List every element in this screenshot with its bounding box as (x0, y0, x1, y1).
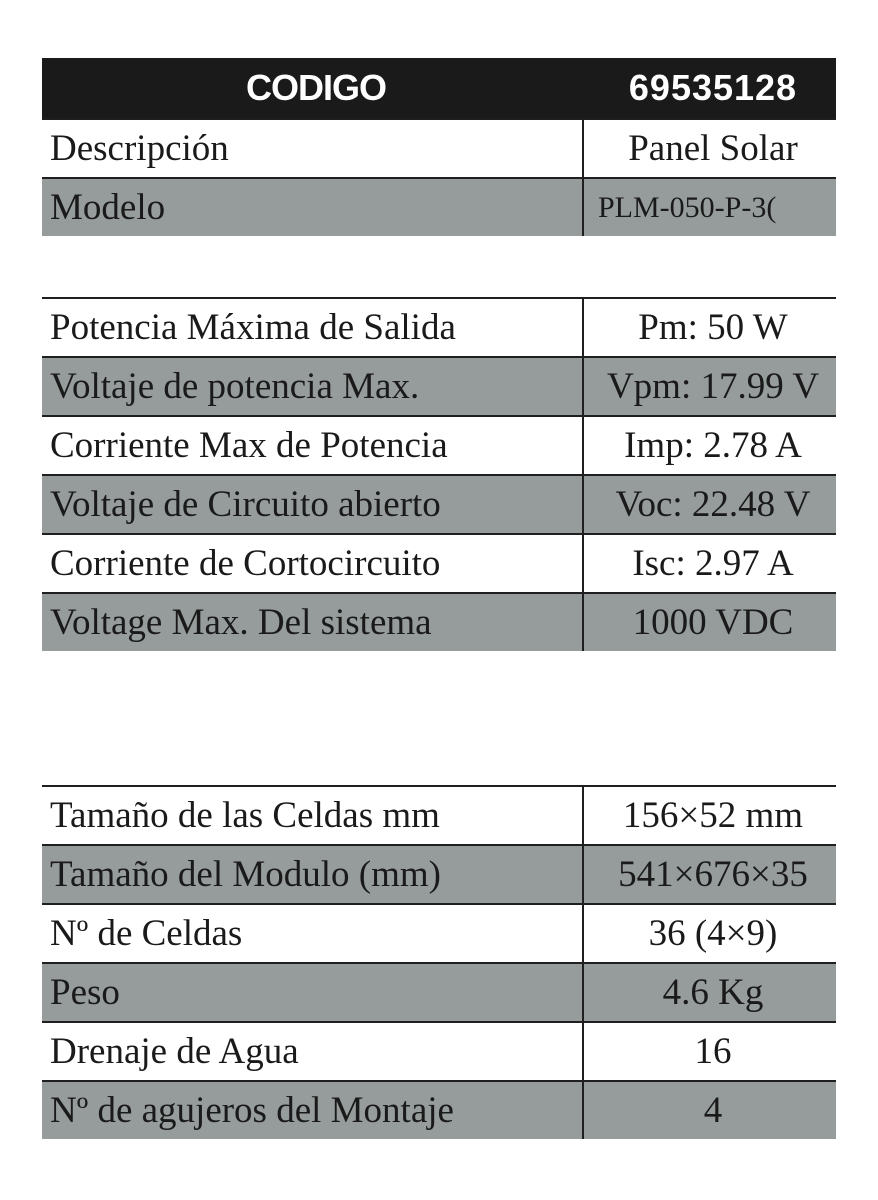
table-row-agujeros-montaje (42, 1081, 836, 1139)
table-row-voltaje-circuito-abierto (42, 475, 836, 534)
table-row-descripcion (42, 119, 836, 178)
table-row-voltaje-potencia-max (42, 357, 836, 416)
agujeros-montaje-label: Nº de agujeros del Montaje (42, 1081, 583, 1139)
corriente-cortocircuito-value: Isc: 2.97 A (583, 534, 836, 593)
tamano-modulo-label: Tamaño del Modulo (mm) (42, 845, 583, 904)
voltage-max-sistema-label: Voltage Max. Del sistema (42, 593, 583, 651)
corriente-max-potencia-label: Corriente Max de Potencia (42, 416, 583, 475)
codigo-header-row (42, 58, 836, 119)
voltage-max-sistema-value: 1000 VDC (583, 593, 836, 651)
table-row-corriente-max-potencia (42, 416, 836, 475)
tamano-celdas-value: 156×52 mm (583, 786, 836, 845)
drenaje-agua-label: Drenaje de Agua (42, 1022, 583, 1081)
table-row-tamano-celdas (42, 786, 836, 845)
peso-label: Peso (42, 963, 583, 1022)
agujeros-montaje-value: 4 (583, 1081, 836, 1139)
voltaje-circuito-abierto-label: Voltaje de Circuito abierto (42, 475, 583, 534)
numero-celdas-value: 36 (4×9) (583, 904, 836, 963)
potencia-maxima-label: Potencia Máxima de Salida (42, 298, 583, 357)
codigo-label: CODIGO (42, 58, 583, 119)
electrical-specs-table (42, 297, 836, 651)
drenaje-agua-value: 16 (583, 1022, 836, 1081)
table-row-voltage-max-sistema (42, 593, 836, 651)
tamano-celdas-label: Tamaño de las Celdas mm (42, 786, 583, 845)
identity-table (42, 58, 836, 236)
voltaje-potencia-max-value: Vpm: 17.99 V (583, 357, 836, 416)
voltaje-circuito-abierto-value: Voc: 22.48 V (583, 475, 836, 534)
corriente-max-potencia-value: Imp: 2.78 A (583, 416, 836, 475)
descripcion-value: Panel Solar (583, 119, 836, 178)
table-row-peso (42, 963, 836, 1022)
modelo-value: PLM-050-P-3( (583, 178, 836, 236)
table-row-drenaje-agua (42, 1022, 836, 1081)
table-row-numero-celdas (42, 904, 836, 963)
modelo-label: Modelo (42, 178, 583, 236)
descripcion-label: Descripción (42, 119, 583, 178)
corriente-cortocircuito-label: Corriente de Cortocircuito (42, 534, 583, 593)
physical-specs-table (42, 785, 836, 1139)
peso-value: 4.6 Kg (583, 963, 836, 1022)
table-row-potencia-maxima (42, 298, 836, 357)
table-row-modelo (42, 178, 836, 236)
table-row-corriente-cortocircuito (42, 534, 836, 593)
codigo-value: 69535128 (583, 58, 836, 119)
numero-celdas-label: Nº de Celdas (42, 904, 583, 963)
table-row-tamano-modulo (42, 845, 836, 904)
tamano-modulo-value: 541×676×35 (583, 845, 836, 904)
potencia-maxima-value: Pm: 50 W (583, 298, 836, 357)
voltaje-potencia-max-label: Voltaje de potencia Max. (42, 357, 583, 416)
